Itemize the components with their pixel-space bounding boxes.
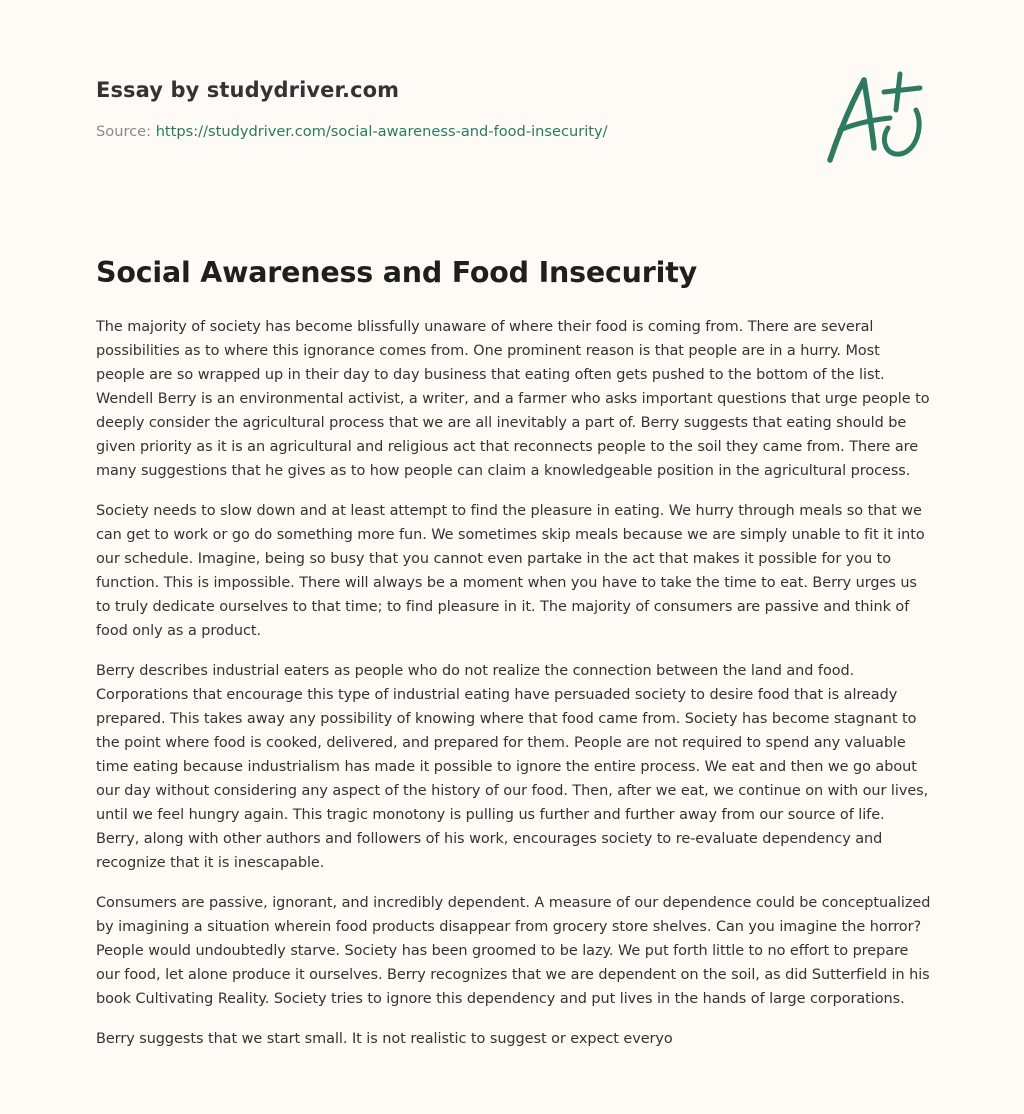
essay-paragraph: Berry describes industrial eaters as people who do not realize the connection between the land and food. Corporations that encourage this type of industrial eating have persuaded society to desire food that is already prepared. This takes away any possibility of knowing where that food came from. Society has become stagnant to the point where food is cooked, delivered, and prepared for them. People are not required to spend any valuable time eating because industrialism has made it possible to ignore the entire process. We eat and then we go about our day without considering any aspect of the history of our food. Then, after we eat, we continue on with our lives, until we feel hungry again. This tragic monotony is pulling us further and further away from our source of life. Berry, along with other authors and followers of his work, encourages society to re-evaluate dependency and recognize that it is inescapable. [96,663,929,871]
essay-paragraph: The majority of society has become blissfully unaware of where their food is coming from. There are several possibilities as to where this ignorance comes from. One prominent reason is that people are in a hurry. Most people are so wrapped up in their day to day business that eating often gets pushed to the bottom of the list. Wendell Berry is an environmental activist, a writer, and a farmer who asks important questions that urge people to deeply consider the agricultural process that we are all inevitably a part of. Berry suggests that eating should be given priority as it is an agricultural and religious act that reconnects people to the soil they came from. There are many suggestions that he gives as to how people can claim a knowledgeable position in the agricultural process. [96,319,930,479]
source-link[interactable]: https://studydriver.com/social-awareness-and-food-insecurity/ [155,123,608,140]
essay-title: Social Awareness and Food Insecurity [96,256,697,289]
essay-body [96,315,932,1067]
essay-paragraph: Berry suggests that we start small. It is not realistic to suggest or expect everyo [96,1031,673,1047]
source-line [96,122,796,142]
essay-paragraph: Society needs to slow down and at least attempt to find the pleasure in eating. We hurry through meals so that we can get to work or go do something more fun. We sometimes skip meals because we are simply unable to fit it into our schedule. Imagine, being so busy that you cannot even partake in the act that makes it possible for you to function. This is impossible. There will always be a moment when you have to take the time to eat. Berry urges us to truly dedicate ourselves to that time; to find pleasure in it. The majority of consumers are passive and think of food only as a product. [96,503,925,639]
essay-paragraph: Consumers are passive, ignorant, and incredibly dependent. A measure of our dependence could be conceptualized by imagining a situation wherein food products disappear from grocery store shelves. Can you imagine the horror? People would undoubtedly starve. Society has been groomed to be lazy. We put forth little to no effort to prepare our food, let alone produce it ourselves. Berry recognizes that we are dependent on the soil, as did Sutterfield in his book Cultivating Reality. Society tries to ignore this dependency and put lives in the hands of large corporations. [96,895,931,1007]
page-header [96,74,796,142]
source-label: Source: [96,123,156,140]
a-plus-logo-icon [820,66,930,166]
site-brand: Essay by studydriver.com [96,78,400,102]
